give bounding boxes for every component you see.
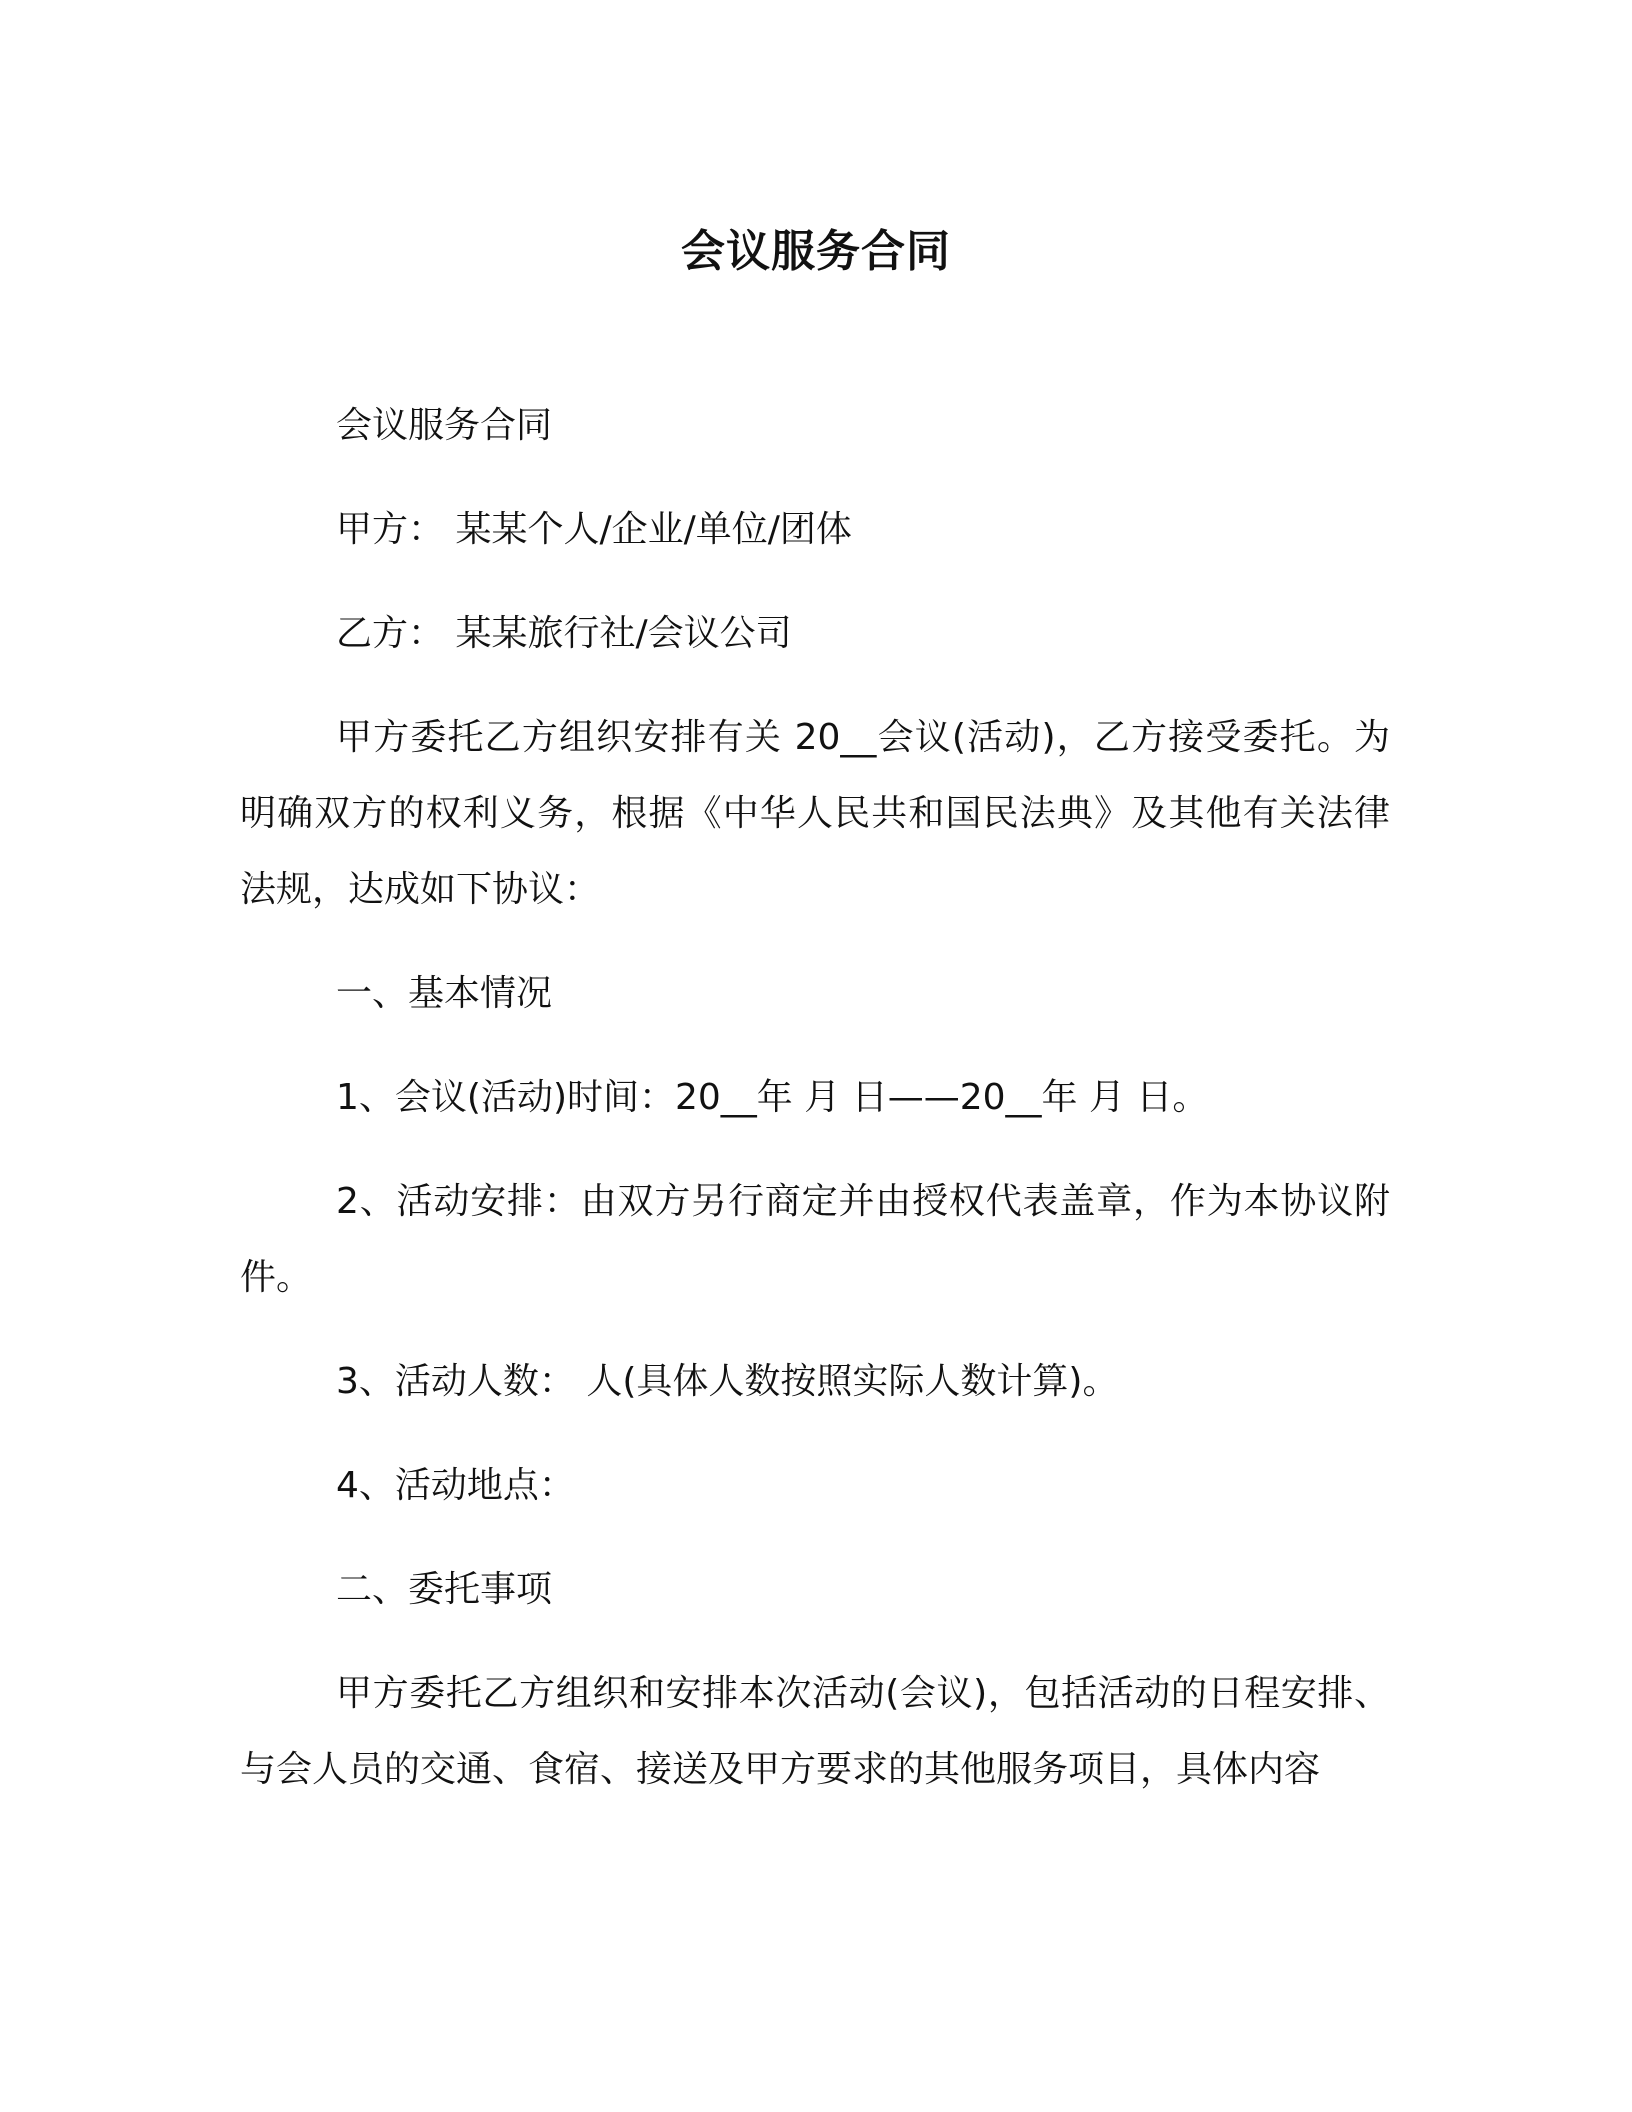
paragraph-item-3: 3、活动人数： 人(具体人数按照实际人数计算)。 [336, 1361, 1119, 1402]
section-heading-basic-info: 一、基本情况 [336, 973, 553, 1014]
paragraph-item-2: 2、活动安排：由双方另行商定并由授权代表盖章，作为本协议附件。 [240, 1181, 1390, 1298]
section-heading-entrusted-matters: 二、委托事项 [336, 1569, 553, 1610]
document-title: 会议服务合同 [681, 226, 951, 277]
paragraph-item-1: 1、会议(活动)时间：20__年 月 日——20__年 月 日。 [336, 1077, 1209, 1118]
paragraph-subtitle: 会议服务合同 [336, 405, 553, 446]
document-body [240, 388, 1390, 1836]
paragraph-entrusted-details: 甲方委托乙方组织和安排本次活动(会议)，包括活动的日程安排、与会人员的交通、食宿、接送及甲方要求的其他服务项目，具体内容 [240, 1673, 1390, 1790]
paragraph-party-a: 甲方： 某某个人/企业/单位/团体 [336, 509, 852, 550]
paragraph-party-b: 乙方： 某某旅行社/会议公司 [336, 613, 792, 654]
paragraph-item-4: 4、活动地点： [336, 1465, 575, 1506]
paragraph-intro: 甲方委托乙方组织安排有关 20__会议(活动)，乙方接受委托。为明确双方的权利义务，根据《中华人民共和国民法典》及其他有关法律法规，达成如下协议： [240, 717, 1390, 910]
